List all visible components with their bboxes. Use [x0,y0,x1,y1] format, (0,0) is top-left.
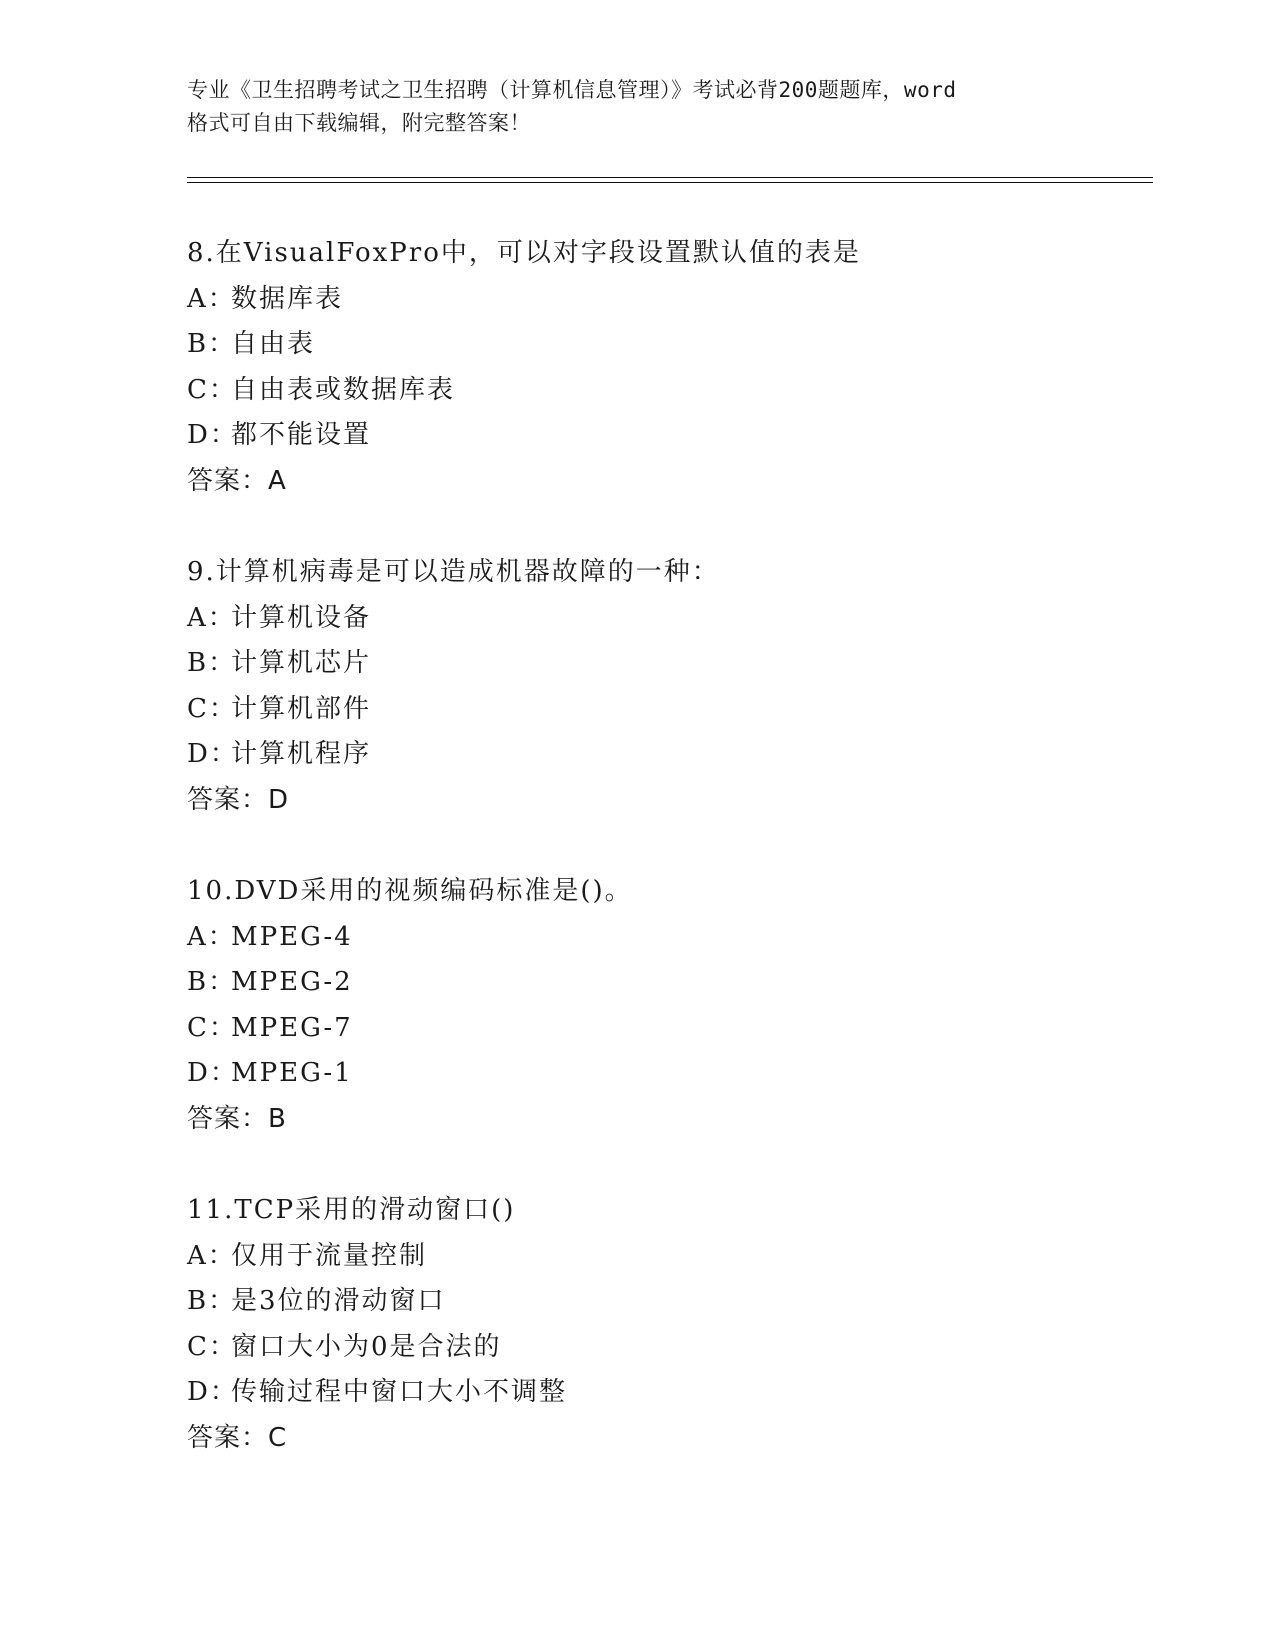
answer-line: 答案：C [187,1422,288,1453]
option-c [187,1006,1167,1052]
document-header [187,74,1087,140]
option-label: B： [187,1286,237,1316]
question-8 [187,231,1167,504]
option-text: 计算机部件 [231,693,372,724]
option-label: A： [187,1240,236,1271]
option-text: 窗口大小为0是合法的 [231,1331,502,1362]
option-b [187,960,1167,1006]
option-label: D： [187,1058,238,1088]
option-label: A： [187,283,236,314]
option-label: C： [187,374,237,405]
question-10 [187,869,1167,1142]
option-a [187,277,1167,323]
header-line-2: 格式可自由下载编辑，附完整答案！ [187,111,531,135]
question-title: 10.DVD采用的视频编码标准是()。 [187,876,633,906]
option-b [187,322,1167,368]
option-text: MPEG-4 [231,921,353,952]
option-text: 计算机芯片 [231,648,372,678]
option-text: 计算机设备 [231,602,372,633]
option-label: D： [187,420,238,450]
option-c [187,1325,1167,1371]
option-label: A： [187,602,236,633]
option-a [187,915,1167,961]
option-d [187,732,1167,778]
option-b [187,641,1167,687]
option-label: C： [187,1012,237,1043]
option-label: D： [187,739,238,769]
header-divider-top [187,177,1153,178]
header-line-1: 专业《卫生招聘考试之卫生招聘（计算机信息管理）》考试必背200题题库，word [187,78,957,102]
option-text: 传输过程中窗口大小不调整 [231,1377,568,1407]
option-label: B： [187,329,237,359]
question-title: 11.TCP采用的滑动窗口() [187,1195,516,1225]
option-d [187,413,1167,459]
option-label: C： [187,1331,237,1362]
option-d [187,1370,1167,1416]
option-text: MPEG-2 [231,967,353,997]
option-a [187,596,1167,642]
question-title: 9.计算机病毒是可以造成机器故障的一种： [187,557,720,587]
answer-line: 答案：D [187,784,290,815]
question-9 [187,550,1167,823]
option-d [187,1051,1167,1097]
option-text: 都不能设置 [231,420,372,450]
header-divider-bottom [187,182,1153,183]
option-text: 自由表 [231,329,316,359]
answer-line: 答案：B [187,1103,287,1134]
option-text: 计算机程序 [231,739,372,769]
option-a [187,1234,1167,1280]
option-text: 是3位的滑动窗口 [231,1286,446,1316]
option-text: 仅用于流量控制 [231,1240,428,1271]
option-label: A： [187,921,236,952]
option-text: 自由表或数据库表 [231,374,456,405]
option-c [187,368,1167,414]
option-label: D： [187,1377,238,1407]
option-label: B： [187,967,237,997]
option-text: MPEG-7 [231,1012,353,1043]
option-label: C： [187,693,237,724]
answer-line: 答案：A [187,465,287,496]
option-text: MPEG-1 [231,1058,353,1088]
option-label: B： [187,648,237,678]
option-text: 数据库表 [231,283,344,314]
option-b [187,1279,1167,1325]
question-11 [187,1188,1167,1461]
question-title: 8.在VisualFoxPro中，可以对字段设置默认值的表是 [187,238,861,268]
option-c [187,687,1167,733]
